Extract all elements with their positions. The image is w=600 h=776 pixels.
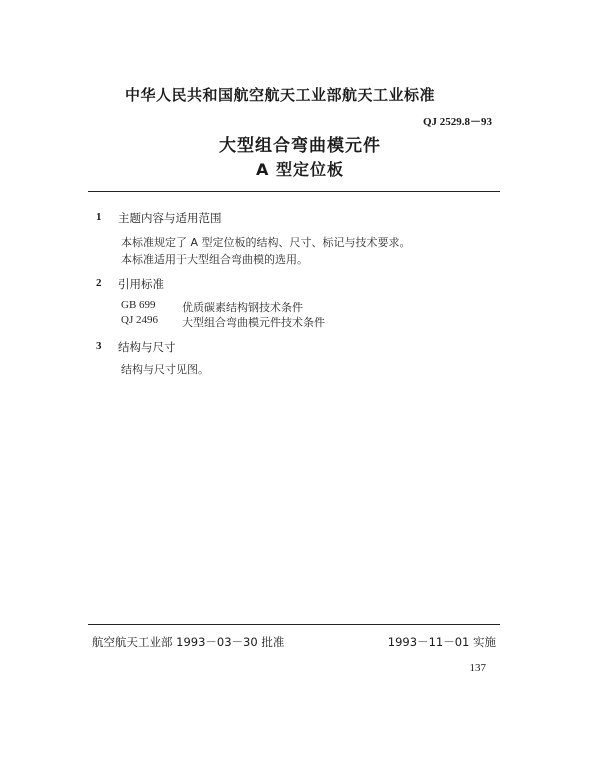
reference-name-1: 优质碳素结构钢技术条件 [182,301,303,314]
effective-line: 1993－11－01 实施 [387,635,496,649]
standard-number: QJ 2529.8－93 [422,116,492,128]
footer-rule [88,624,500,625]
section-2-title: 引用标准 [118,277,164,291]
section-3-title: 结构与尺寸 [118,340,176,354]
document-subtitle: A 型定位板 [256,160,344,179]
reference-name-2: 大型组合弯曲模元件技术条件 [182,316,325,329]
section-3-number: 3 [96,340,102,352]
reference-code-1: GB 699 [121,299,156,311]
section-1-number: 1 [96,211,102,223]
section-1-paragraph-2: 本标准适用于大型组合弯曲模的选用。 [121,253,308,266]
section-1-paragraph-1: 本标准规定了 A 型定位板的结构、尺寸、标记与技术要求。 [121,236,411,249]
section-3-paragraph-1: 结构与尺寸见图。 [121,363,209,376]
issuing-authority: 中华人民共和国航空航天工业部航天工业标准 [125,86,436,104]
section-2-number: 2 [96,277,102,289]
approval-line: 航空航天工业部 1993－03－30 批准 [92,635,285,649]
document-title: 大型组合弯曲模元件 [219,136,381,156]
page-number: 137 [469,662,486,674]
section-1-title: 主题内容与适用范围 [118,211,222,225]
reference-code-2: QJ 2496 [121,314,158,326]
header-rule [88,191,500,192]
